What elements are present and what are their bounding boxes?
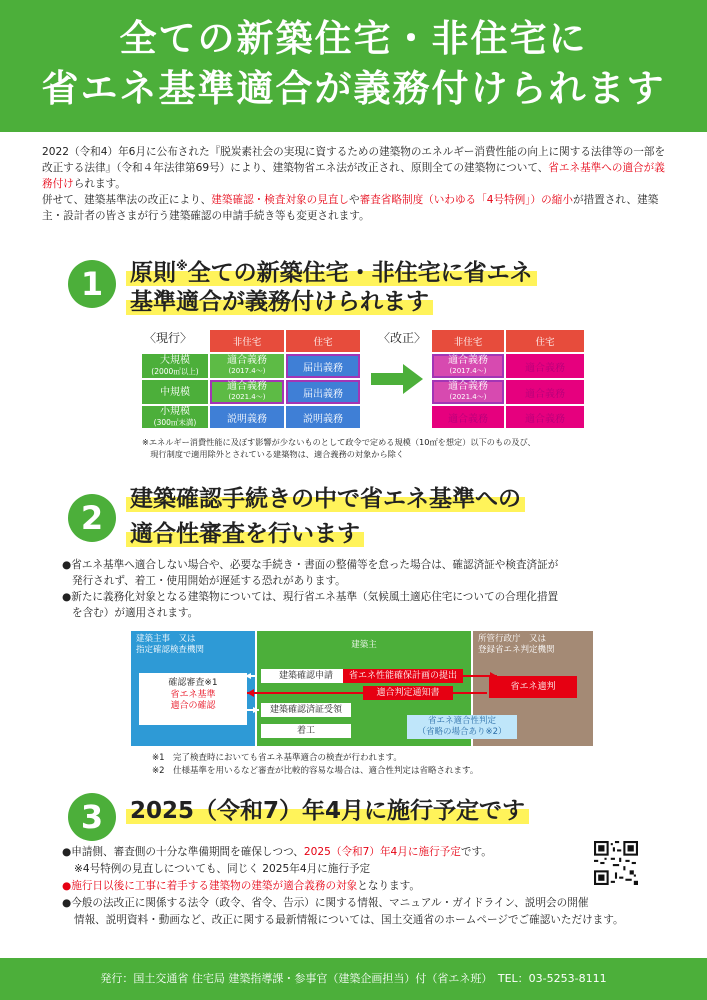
flow-box-review: 確認審査※1 省エネ基準 適合の確認: [139, 673, 247, 725]
section2-bullets: ●省エネ基準へ適合しない場合や、必要な手続き・書面の整備等を怠った場合は、確認済証や検査済証が 発行されず、着工・使用開始が遅延する恐れがあります。 ●新たに義務化対象となる建築物については、現行省エネ基準（気候風土適応住宅についての合理化措置 を含む）が適用されます。: [62, 557, 662, 621]
header-title-line1: 全ての新築住宅・非住宅に: [119, 17, 588, 60]
flow-arrows: [131, 631, 593, 746]
section2-heading-line1: 建築確認手続きの中で省エネ基準への: [126, 480, 525, 518]
section3-date-highlight: 2025（令和7）年4月に施行予定: [303, 846, 461, 858]
cell-revised-nonres-small: 適合義務: [432, 406, 504, 428]
flow-box-start: 着工: [261, 724, 351, 738]
section1-heading-text: 全ての新築住宅・非住宅に省エネ: [187, 260, 533, 286]
flow-box-simplified: 省エネ適合性判定 （省略の場合あり※2）: [407, 715, 517, 739]
cell-revised-res-medium: 適合義務: [506, 380, 584, 404]
current-system-table: [140, 328, 362, 430]
revised-label: 〈改正〉: [378, 331, 427, 345]
section3-number-badge: 3: [68, 793, 116, 841]
col-header-nonres-revised: 非住宅: [432, 330, 504, 352]
header-banner: [0, 0, 707, 132]
section1-heading-principle: 原則: [130, 260, 176, 286]
cell-revised-res-large: 適合義務: [506, 354, 584, 378]
cell-revised-res-small: 適合義務: [506, 406, 584, 428]
procedure-flow-diagram: [131, 631, 593, 746]
section1-footnote: ※エネルギー消費性能に及ぼす影響が少ないものとして政令で定める規模（10㎡を想定）以下のもの及び、 現行制度で適用除外とされている建築物は、適合義務の対象から除く: [142, 437, 536, 459]
cell-current-nonres-medium: 適合義務 (2021.4〜): [210, 380, 284, 404]
intro-text-1b: られます。: [73, 178, 126, 190]
intro-text-1: 2022（令和4）年6月に公布された『脱炭素社会の実現に資するための建築物のエネルギー消費性能の向上に関する法律等の一部を改正する法律』（令和４年法律第69号）により、建築物省エネ法が改正され、原則全ての建築物について、: [42, 146, 666, 174]
intro-text-2b: や: [349, 194, 360, 206]
section2-footnotes: ※1 完了検査時においても省エネ基準適合の検査が行われます。 ※2 仕様基準を用いるなど審査が比較的容易な場合は、適合性判定は省略されます。: [152, 753, 479, 776]
cell-current-nonres-large: 適合義務 (2017.4〜): [210, 354, 284, 378]
section3-heading: 2025（令和7）年4月に施行予定です: [126, 792, 529, 830]
section2-number-badge: 2: [68, 494, 116, 542]
col-header-nonres: 非住宅: [210, 330, 284, 352]
section1-heading-footnote-mark: ※: [176, 259, 188, 273]
flow-column-owner: 建築主: [257, 631, 471, 746]
section1-heading-line2: 基準適合が義務付けられます: [126, 283, 433, 321]
current-label: 〈現行〉: [144, 331, 193, 345]
row-scale-large: 大規模 (2000㎡以上): [142, 354, 208, 378]
intro-highlight-2: 建築確認・検査対象の見直し: [211, 194, 350, 206]
section1-number-badge: 1: [68, 260, 116, 308]
flow-column-inspector: 建築主事 又は 指定確認検査機関: [131, 631, 255, 746]
cell-current-nonres-small: 説明義務: [210, 406, 284, 428]
arrow-right-icon: [371, 364, 423, 394]
intro-highlight-3: 審査省略制度（いわゆる「4号特例」）の縮小: [359, 194, 573, 206]
cell-revised-nonres-medium: 適合義務 (2021.4〜): [432, 380, 504, 404]
cell-current-res-small: 説明義務: [286, 406, 360, 428]
cell-revised-nonres-large: 適合義務 (2017.4〜): [432, 354, 504, 378]
footer-publisher: 発行：国土交通省 住宅局 建築指導課・参事官（建築企画担当）付（省エネ班） TEL：03-5253-8111: [0, 958, 707, 1000]
cell-current-res-medium: 届出義務: [286, 380, 360, 404]
flow-column-authority: 所管行政庁 又は 登録省エネ判定機関: [473, 631, 593, 746]
flow-box-notice: 適合判定通知書: [363, 686, 453, 700]
row-scale-medium: 中規模: [142, 380, 208, 404]
col-header-res: 住宅: [286, 330, 360, 352]
flow-box-apply: 建築確認申請: [261, 669, 351, 683]
flow-review-red-text: 省エネ基準 適合の確認: [170, 690, 216, 711]
flow-box-plan-submit: 省エネ性能確保計画の提出: [343, 669, 463, 683]
qr-code-icon[interactable]: [594, 841, 638, 885]
col-header-res-revised: 住宅: [506, 330, 584, 352]
intro-highlight-1: 省エネ基準への適合が義務付け: [42, 162, 665, 190]
flow-box-eco-check: 省エネ適判: [489, 676, 577, 698]
section3-target-highlight: ●施行日以後に工事に着手する建築物の建築が適合義務の対象: [62, 880, 358, 892]
row-scale-small: 小規模 (300㎡未満): [142, 406, 208, 428]
section2-bullet2: ●新たに義務化対象となる建築物については、現行省エネ基準（気候風土適応住宅についての合理化措置: [62, 591, 559, 603]
header-title-line2: 省エネ基準適合が義務付けられます: [41, 67, 666, 110]
intro-text-2c: が措置され、建築主・設計者の皆さまが行う建築確認の申請手続き等も変更されます。: [42, 194, 659, 222]
flow-box-certificate: 建築確認済証受領: [261, 703, 351, 717]
cell-current-res-large: 届出義務: [286, 354, 360, 378]
intro-paragraph: [42, 144, 672, 224]
section2-heading-line2: 適合性審査を行います: [126, 515, 364, 553]
section3-bullets: ●申請側、審査側の十分な準備期間を確保しつつ、2025（令和7）年4月に施行予定です。 ※4号特例の見直しについても、同じく 2025年4月に施行予定 ●施行日以後に工事に着手する建築物の建築が適合義務の対象となります。 ●今般の法改正に関係する法令（政令、省令、告示）に関する情報、マニュアル・ガイドライン、説明会の開催 情報、説明資料・動画など、改正に関する最新情報については、国土交通省のホームページでご確認いただけます。: [62, 846, 624, 926]
intro-text-2: 併せて、建築基準法の改正により、: [42, 194, 212, 206]
revised-system-table: [430, 328, 586, 430]
section2-bullet1: ●省エネ基準へ適合しない場合や、必要な手続き・書面の整備等を怠った場合は、確認済証や検査済証が: [62, 559, 559, 571]
